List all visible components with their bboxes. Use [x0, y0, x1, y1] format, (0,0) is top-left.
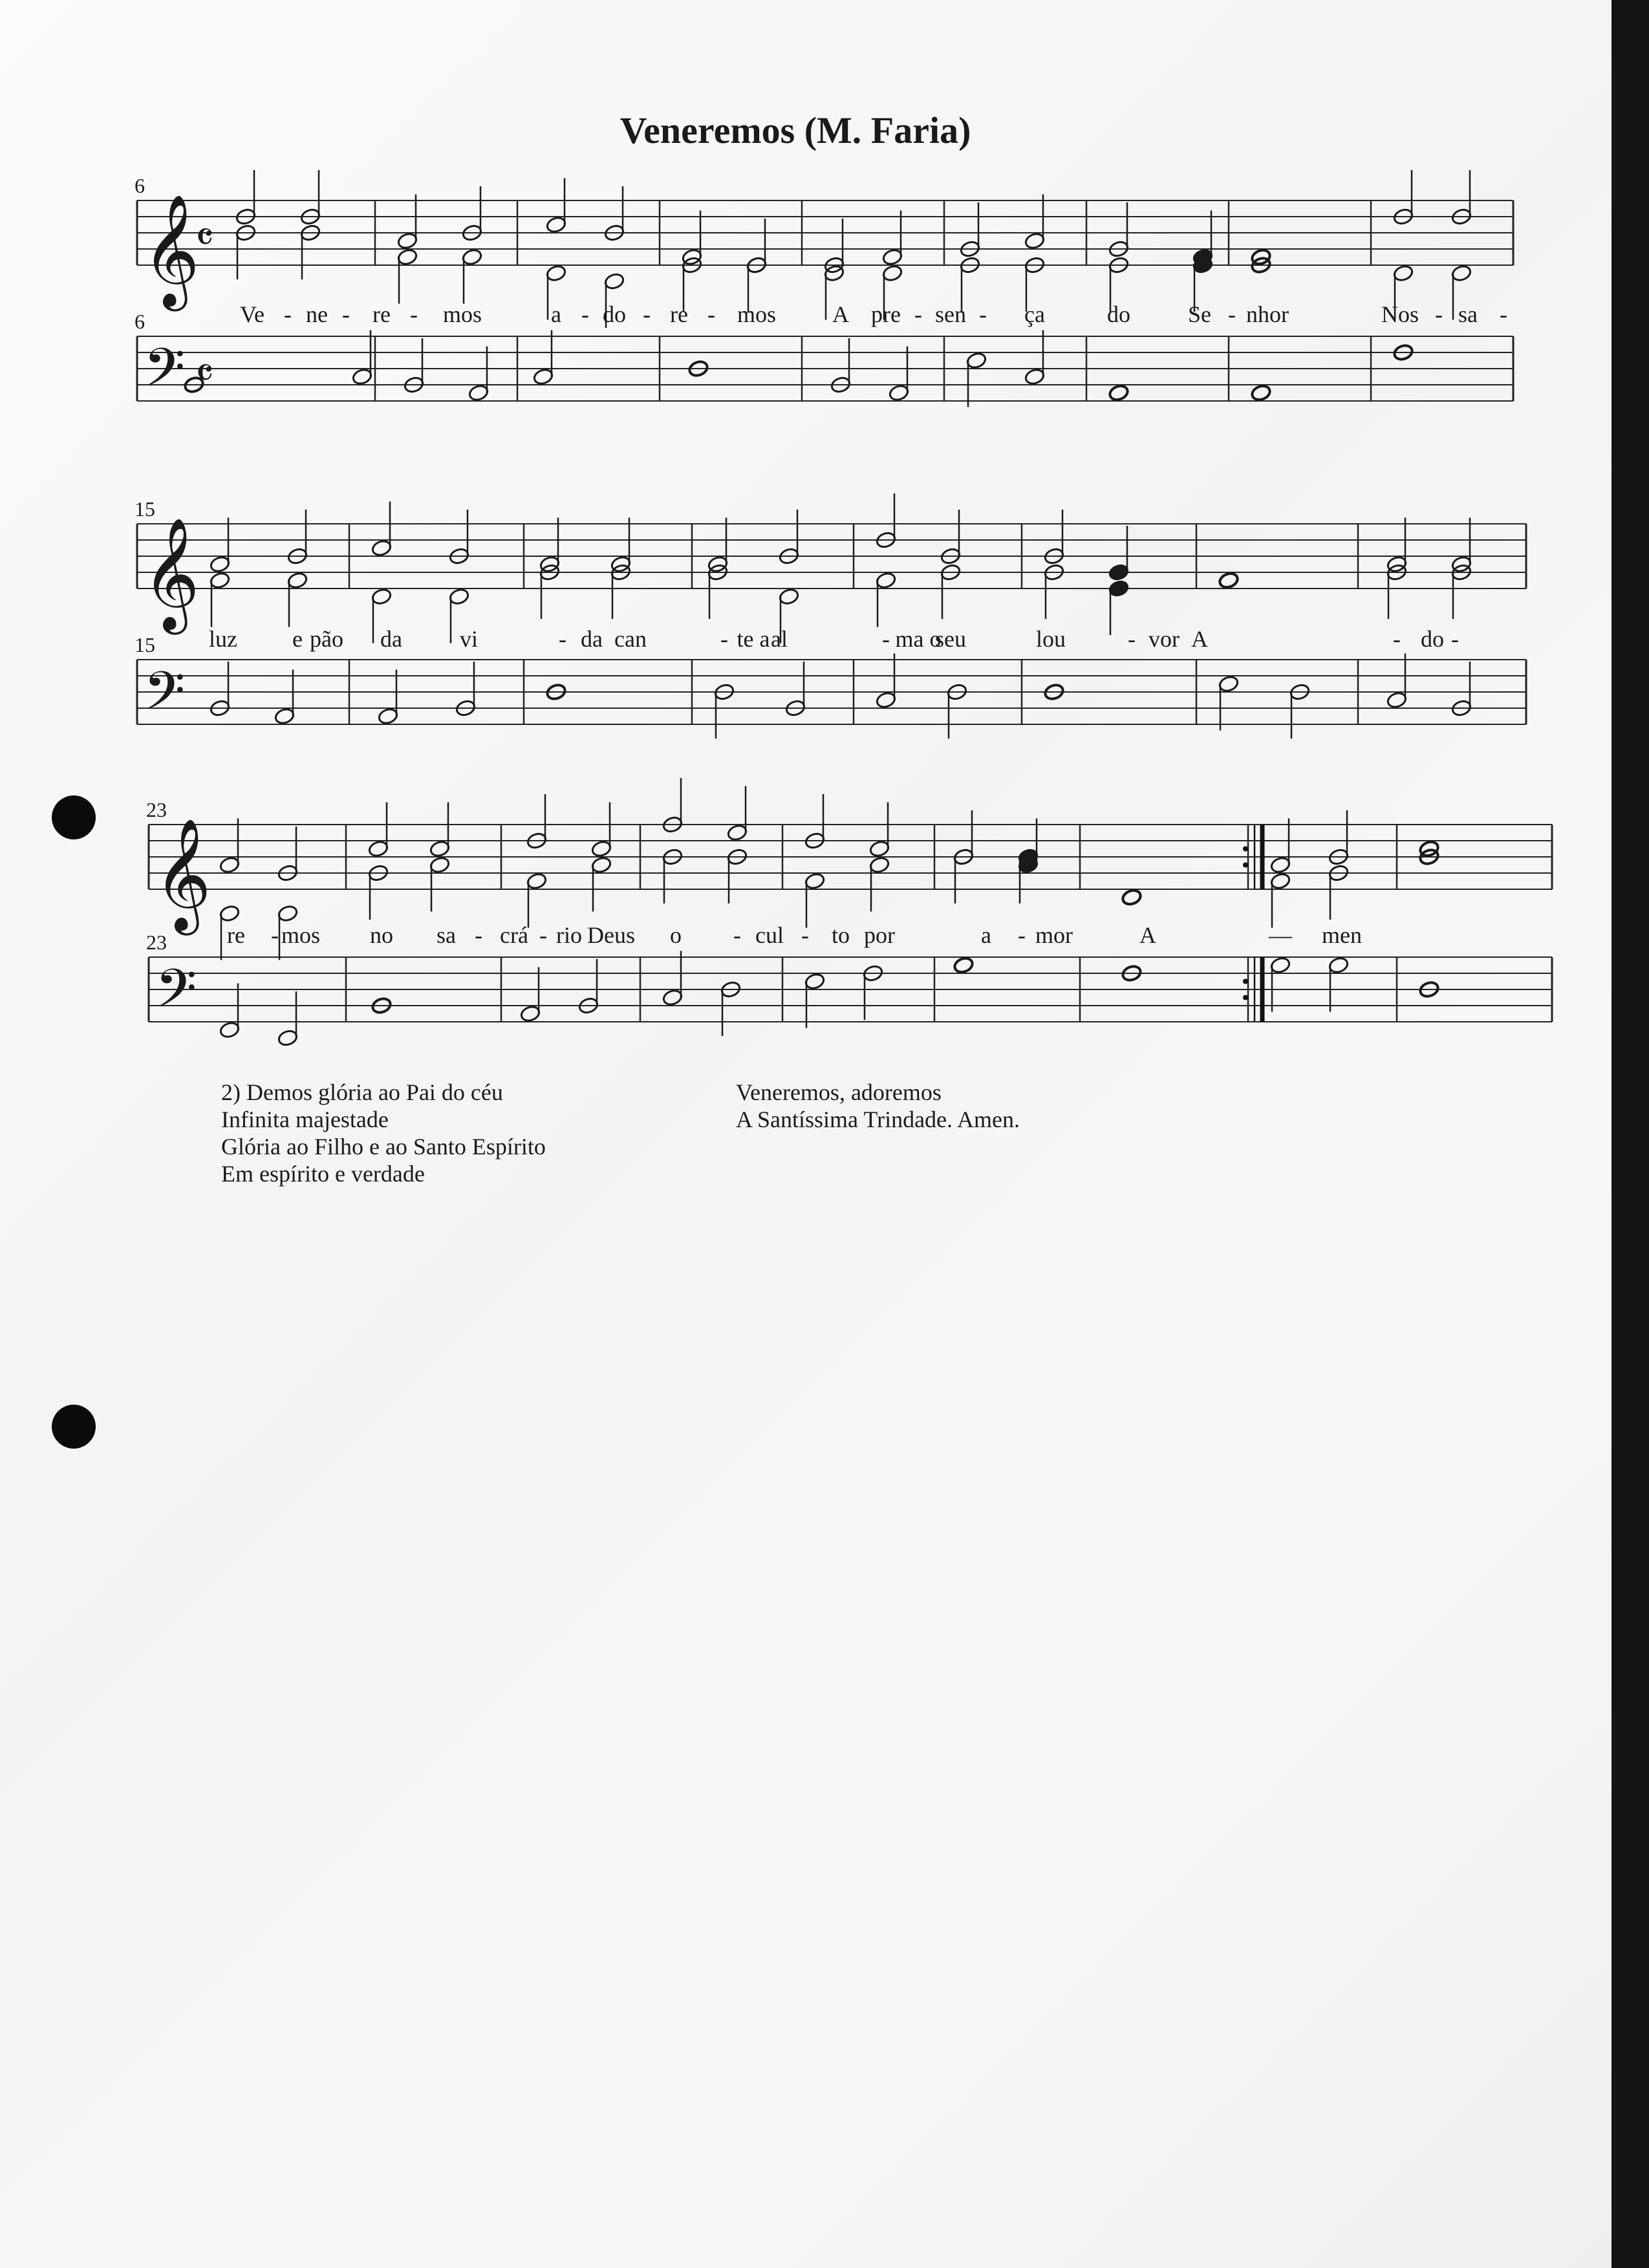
treble-clef-icon: 𝄞 [142, 194, 200, 307]
lyric-syllable: - [581, 301, 589, 327]
bass-note [953, 956, 974, 974]
alto-note [209, 571, 230, 589]
lyric-syllable: lou [1035, 626, 1066, 652]
soprano-note [590, 839, 612, 858]
bass-note [377, 707, 398, 725]
lyric-syllable: do [603, 301, 626, 327]
alto-note [603, 272, 625, 290]
lyric-syllable: Ve [240, 301, 264, 327]
bass-note [888, 383, 909, 402]
bass-note [1386, 691, 1407, 709]
lyric-syllable: al [771, 626, 788, 652]
verse-line: Glória ao Filho e ao Santo Espírito [221, 1134, 546, 1160]
verse-right [736, 1079, 1020, 1133]
lyric-syllable: - [559, 626, 566, 652]
lyric-syllable: - [342, 301, 350, 327]
alto-note [1121, 888, 1142, 906]
lyric-syllable: mor [1035, 922, 1073, 948]
soprano-note [881, 248, 903, 266]
soprano-note [1108, 563, 1129, 581]
alto-note [778, 587, 799, 605]
lyric-syllable: - [475, 922, 482, 948]
lyric-syllable: - [643, 301, 651, 327]
lyric-syllable: do [1421, 626, 1444, 652]
lyric-syllable: mos [442, 301, 482, 327]
alto-note [1392, 264, 1414, 282]
lyric-syllable: - [882, 626, 890, 652]
lyric-syllable: - [1393, 626, 1401, 652]
alto-note [429, 856, 450, 874]
lyric-syllable: cul [755, 922, 784, 948]
treble-clef-icon: 𝄞 [142, 517, 200, 630]
repeat-dot [1243, 979, 1248, 984]
alto-note [277, 904, 298, 922]
bass-note [351, 367, 372, 385]
time-signature: 𝄴 [195, 214, 214, 262]
lyric-syllable: do [1107, 301, 1130, 327]
lyric-syllable: Se [1188, 301, 1211, 327]
bass-note [965, 351, 987, 369]
lyric-syllable: - [707, 301, 715, 327]
alto-note [545, 264, 566, 282]
verse-line: Em espírito e verdade [221, 1161, 425, 1187]
measure-number: 6 [135, 174, 145, 197]
verse-line: 2) Demos glória ao Pai do céu [221, 1079, 503, 1105]
treble-staff [137, 200, 1513, 265]
lyric-syllable: e [292, 626, 303, 652]
soprano-note [545, 215, 566, 233]
lyric-syllable: - [539, 922, 547, 948]
alto-note [804, 872, 825, 890]
alto-note [1450, 264, 1472, 282]
lyric-syllable: - [720, 626, 728, 652]
lyric-syllable: da [380, 626, 402, 652]
soprano-note [367, 839, 389, 858]
lyric-syllable: Deus [587, 922, 635, 948]
lyric-syllable: luz [209, 626, 237, 652]
bass-note [532, 367, 554, 385]
bass-note [1024, 367, 1045, 385]
lyric-syllable: a [981, 922, 991, 948]
lyric-syllable: - [979, 301, 987, 327]
bass-note [274, 707, 295, 725]
bass-note [1328, 956, 1349, 974]
alto-note [461, 248, 482, 266]
soprano-note [209, 555, 230, 573]
alto-note [371, 587, 392, 605]
measure-number: 6 [135, 310, 145, 333]
lyric-syllable: o [670, 922, 682, 948]
song-title: Veneremos (M. Faria) [620, 109, 971, 151]
soprano-note [396, 232, 418, 250]
verse-line: Veneremos, adoremos [736, 1079, 942, 1105]
lyric-syllable: pão [310, 626, 343, 652]
lyric-syllable: - [410, 301, 418, 327]
repeat-dot [1243, 863, 1248, 868]
lyric-syllable: mos [737, 301, 777, 327]
bass-staff [137, 660, 1526, 724]
lyric-syllable: - [271, 922, 279, 948]
verse-line: Infinita majestade [221, 1107, 389, 1132]
lyric-syllable: rio [556, 922, 582, 948]
time-signature: 𝄴 [195, 350, 214, 398]
lyric-syllable: re [670, 301, 688, 327]
lyric-syllable: ne [306, 301, 328, 327]
lyric-syllable: - [1500, 301, 1507, 327]
lyric-syllable: nhor [1246, 301, 1289, 327]
bass-note [1218, 675, 1239, 693]
bass-note [519, 1004, 541, 1022]
measure-number: 15 [135, 633, 155, 656]
alto-note [448, 587, 469, 605]
soprano-note [726, 823, 748, 841]
lyric-syllable: A [1139, 922, 1156, 948]
alto-note [868, 856, 890, 874]
lyric-syllable: - [1435, 301, 1443, 327]
alto-note [1269, 872, 1291, 890]
treble-clef-icon: 𝄞 [154, 818, 211, 931]
soprano-note [1024, 232, 1045, 250]
alto-note [1218, 571, 1239, 589]
bass-note [804, 972, 825, 990]
lyric-syllable: to [831, 922, 850, 948]
lyric-syllable: A [832, 301, 849, 327]
bass-clef-icon: 𝄢 [155, 957, 197, 1033]
lyric-syllable: por [864, 922, 895, 948]
soprano-note [1269, 856, 1291, 874]
lyric-syllable: can [614, 626, 647, 652]
lyric-syllable: vi [459, 626, 479, 652]
bass-note [468, 383, 489, 402]
bass-clef-icon: 𝄢 [144, 336, 186, 412]
bass-note [219, 1021, 240, 1039]
lyric-syllable: - [284, 301, 292, 327]
treble-staff [137, 524, 1526, 589]
bass-note [1269, 956, 1291, 974]
alto-note [881, 264, 903, 282]
lyric-syllable: - [914, 301, 922, 327]
lyric-syllable: a [551, 301, 561, 327]
lyric-syllable: ma o [895, 626, 942, 652]
alto-note [1108, 579, 1129, 598]
bass-staff [137, 336, 1513, 401]
bass-staff [149, 957, 1552, 1022]
bass-note [277, 1029, 298, 1047]
bass-clef-icon: 𝄢 [144, 660, 186, 735]
lyric-syllable: seu [935, 626, 966, 652]
alto-note [526, 872, 547, 890]
lyric-syllable: — [1269, 922, 1292, 948]
bass-note [875, 691, 896, 709]
soprano-note [219, 856, 240, 874]
measure-number: 23 [146, 798, 167, 821]
lyric-syllable: men [1322, 922, 1362, 948]
soprano-note [429, 839, 450, 858]
lyric-syllable: no [370, 922, 393, 948]
lyric-syllable: re [372, 301, 391, 327]
verse-line: A Santíssima Trindade. Amen. [736, 1107, 1020, 1132]
lyric-syllable: mos [281, 922, 321, 948]
lyric-syllable: te a [737, 626, 770, 652]
lyric-syllable: ça [1024, 301, 1045, 327]
lyric-syllable: - [1451, 626, 1459, 652]
lyric-syllable: vor [1148, 626, 1180, 652]
alto-note [590, 856, 612, 874]
lyric-syllable: sen [935, 301, 966, 327]
lyric-syllable: - [733, 922, 741, 948]
alto-note [219, 904, 240, 922]
lyric-syllable: A [1191, 626, 1208, 652]
measure-number: 23 [146, 931, 167, 954]
soprano-note [371, 539, 392, 557]
bass-note [1108, 383, 1129, 402]
lyric-syllable: - [1228, 301, 1236, 327]
lyric-syllable: Nos [1381, 301, 1419, 327]
repeat-dot [1243, 995, 1248, 1000]
lyric-syllable: da [581, 626, 603, 652]
repeat-dot [1243, 847, 1248, 852]
lyric-syllable: - [1128, 626, 1136, 652]
soprano-note [868, 839, 890, 858]
alto-note [875, 571, 896, 589]
lyric-syllable: crá [500, 922, 528, 948]
bass-note [1250, 383, 1271, 402]
lyric-syllable: sa [436, 922, 456, 948]
lyric-syllable: - [1018, 922, 1026, 948]
measure-number: 15 [135, 497, 155, 521]
alto-note [286, 571, 308, 589]
bass-note [662, 988, 683, 1006]
verse-left [221, 1079, 546, 1187]
lyric-syllable: - [801, 922, 809, 948]
lyric-syllable: pre [871, 301, 901, 327]
lyric-syllable: re [227, 922, 245, 948]
lyric-syllable: sa [1458, 301, 1478, 327]
alto-note [396, 248, 418, 266]
